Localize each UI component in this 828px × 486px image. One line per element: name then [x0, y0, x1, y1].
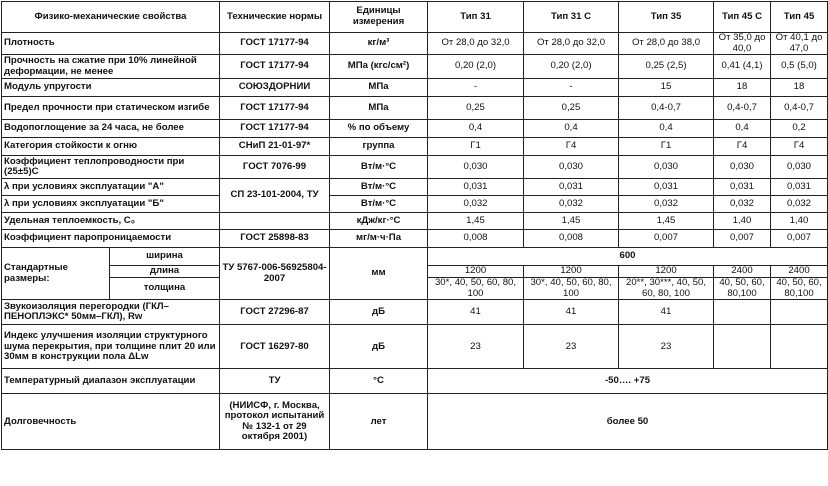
unit-cond-b: Вт/м·°С: [330, 196, 428, 213]
val-cond-a-45c: 0,031: [714, 179, 771, 196]
row-vapor: [2, 230, 828, 248]
unit-temp: °С: [330, 369, 428, 394]
val-cond-b-35: 0,032: [619, 196, 714, 213]
row-elastic: [2, 79, 828, 97]
row-cond-b: [2, 196, 828, 213]
val-durability-all: более 50: [428, 394, 828, 450]
val-fire-45: Г4: [771, 138, 828, 156]
row-compress: [2, 55, 828, 79]
val-fire-31: Г1: [428, 138, 524, 156]
val-density-45c: От 35,0 до 40,0: [714, 33, 771, 55]
val-heatcap-45: 1,40: [771, 213, 828, 230]
prop-cond-b: λ при условиях эксплуатации "Б": [2, 196, 220, 213]
norm-elastic: СОЮЗДОРНИИ: [220, 79, 330, 97]
val-elastic-45c: 18: [714, 79, 771, 97]
row-fire: [2, 138, 828, 156]
val-impact-45c: [714, 325, 771, 369]
val-cond-a-35: 0,031: [619, 179, 714, 196]
val-bending-31: 0,25: [428, 97, 524, 120]
prop-density: Плотность: [2, 33, 220, 55]
val-fire-35: Г1: [619, 138, 714, 156]
val-elastic-31c: -: [524, 79, 619, 97]
norm-durability: (НИИСФ, г. Москва, протокол испытаний № 132-1 от 29 октября 2001): [220, 394, 330, 450]
unit-heatcap: кДж/кг·°С: [330, 213, 428, 230]
unit-cond-a: Вт/м·°С: [330, 179, 428, 196]
norm-heatcap: [220, 213, 330, 230]
unit-durability: лет: [330, 394, 428, 450]
val-bending-35: 0,4-0,7: [619, 97, 714, 120]
header-type-31c: Тип 31 С: [524, 2, 619, 33]
val-length-35: 1200: [619, 266, 714, 278]
val-cond-b-45c: 0,032: [714, 196, 771, 213]
prop-cond-a: λ при условиях эксплуатации "А": [2, 179, 220, 196]
val-fire-45c: Г4: [714, 138, 771, 156]
val-conduct-31: 0,030: [428, 156, 524, 179]
prop-elastic: Модуль упругости: [2, 79, 220, 97]
norm-water: ГОСТ 17177-94: [220, 120, 330, 138]
row-density: [2, 33, 828, 55]
val-impact-35: 23: [619, 325, 714, 369]
val-length-45: 2400: [771, 266, 828, 278]
norm-temp: ТУ: [220, 369, 330, 394]
prop-heatcap: Удельная теплоемкость, С₀: [2, 213, 220, 230]
val-density-31c: От 28,0 до 32,0: [524, 33, 619, 55]
norm-sizes: ТУ 5767-006-56925804-2007: [220, 248, 330, 300]
val-conduct-45c: 0,030: [714, 156, 771, 179]
header-row: [2, 2, 828, 33]
prop-durability: Долговечность: [2, 394, 220, 450]
val-cond-b-31: 0,032: [428, 196, 524, 213]
val-sound-31c: 41: [524, 300, 619, 325]
val-thick-45: 40, 50, 60, 80,100: [771, 278, 828, 300]
val-density-45: От 40,1 до 47,0: [771, 33, 828, 55]
val-bending-45: 0,4-0,7: [771, 97, 828, 120]
val-compress-31c: 0,20 (2,0): [524, 55, 619, 79]
prop-compress: Прочность на сжатие при 10% линейной деформации, не менее: [2, 55, 220, 79]
row-temp: [2, 369, 828, 394]
unit-compress: МПа (кгс/см²): [330, 55, 428, 79]
val-conduct-45: 0,030: [771, 156, 828, 179]
header-type-45c: Тип 45 С: [714, 2, 771, 33]
val-vapor-31c: 0,008: [524, 230, 619, 248]
row-heatcap: [2, 213, 828, 230]
unit-water: % по объему: [330, 120, 428, 138]
unit-conduct: Вт/м·°С: [330, 156, 428, 179]
val-thick-31c: 30*, 40, 50, 60, 80, 100: [524, 278, 619, 300]
unit-elastic: МПа: [330, 79, 428, 97]
norm-compress: ГОСТ 17177-94: [220, 55, 330, 79]
val-bending-45c: 0,4-0,7: [714, 97, 771, 120]
val-water-45: 0,2: [771, 120, 828, 138]
norm-conduct: ГОСТ 7076-99: [220, 156, 330, 179]
unit-impact: дБ: [330, 325, 428, 369]
unit-vapor: мг/м·ч·Па: [330, 230, 428, 248]
prop-water: Водопоглощение за 24 часа, не более: [2, 120, 220, 138]
prop-conduct: Коэффициент теплопроводности при (25±5)С: [2, 156, 220, 179]
val-water-35: 0,4: [619, 120, 714, 138]
unit-sizes: мм: [330, 248, 428, 300]
val-impact-31: 23: [428, 325, 524, 369]
val-elastic-45: 18: [771, 79, 828, 97]
val-compress-35: 0,25 (2,5): [619, 55, 714, 79]
unit-bending: МПа: [330, 97, 428, 120]
val-heatcap-45c: 1,40: [714, 213, 771, 230]
val-impact-31c: 23: [524, 325, 619, 369]
header-type-31: Тип 31: [428, 2, 524, 33]
val-width-all: 600: [428, 248, 828, 266]
val-temp-all: -50…. +75: [428, 369, 828, 394]
norm-sound: ГОСТ 27296-87: [220, 300, 330, 325]
row-impact: [2, 325, 828, 369]
val-density-35: От 28,0 до 38,0: [619, 33, 714, 55]
val-heatcap-35: 1,45: [619, 213, 714, 230]
row-water: [2, 120, 828, 138]
label-width: ширина: [110, 248, 220, 266]
row-durability: [2, 394, 828, 450]
header-units: Единицы измерения: [330, 2, 428, 33]
row-bending: [2, 97, 828, 120]
val-water-31c: 0,4: [524, 120, 619, 138]
val-conduct-35: 0,030: [619, 156, 714, 179]
prop-sizes: Стандартные размеры:: [2, 248, 110, 300]
val-compress-31: 0,20 (2,0): [428, 55, 524, 79]
row-conduct: [2, 156, 828, 179]
norm-impact: ГОСТ 16297-80: [220, 325, 330, 369]
prop-fire: Категория стойкости к огню: [2, 138, 220, 156]
label-length: длина: [110, 266, 220, 278]
val-heatcap-31: 1,45: [428, 213, 524, 230]
val-sound-35: 41: [619, 300, 714, 325]
val-cond-a-45: 0,031: [771, 179, 828, 196]
val-vapor-35: 0,007: [619, 230, 714, 248]
val-sound-45c: [714, 300, 771, 325]
header-property: Физико-механические свойства: [2, 2, 220, 33]
val-cond-a-31c: 0,031: [524, 179, 619, 196]
norm-cond: СП 23-101-2004, ТУ: [220, 179, 330, 213]
val-thick-31: 30*, 40, 50, 60, 80, 100: [428, 278, 524, 300]
val-length-31: 1200: [428, 266, 524, 278]
prop-vapor: Коэффициент паропроницаемости: [2, 230, 220, 248]
val-elastic-31: -: [428, 79, 524, 97]
prop-sound: Звукоизоляция перегородки (ГКЛ–ПЕНОПЛЭКС* 50мм–ГКЛ), Rw: [2, 300, 220, 325]
val-cond-a-31: 0,031: [428, 179, 524, 196]
val-sound-45: [771, 300, 828, 325]
val-compress-45: 0,5 (5,0): [771, 55, 828, 79]
unit-density: кг/м³: [330, 33, 428, 55]
val-water-45c: 0,4: [714, 120, 771, 138]
val-vapor-31: 0,008: [428, 230, 524, 248]
unit-sound: дБ: [330, 300, 428, 325]
val-conduct-31c: 0,030: [524, 156, 619, 179]
prop-bending: Предел прочности при статическом изгибе: [2, 97, 220, 120]
norm-vapor: ГОСТ 25898-83: [220, 230, 330, 248]
unit-fire: группа: [330, 138, 428, 156]
norm-fire: СНиП 21-01-97*: [220, 138, 330, 156]
val-vapor-45c: 0,007: [714, 230, 771, 248]
header-type-45: Тип 45: [771, 2, 828, 33]
val-length-45c: 2400: [714, 266, 771, 278]
row-sizes-width: [2, 248, 828, 266]
prop-impact: Индекс улучшения изоляции структурного шума перекрытия, при толщине плит 20 или 30мм в конструкции пола ΔLw: [2, 325, 220, 369]
header-type-35: Тип 35: [619, 2, 714, 33]
val-thick-45c: 40, 50, 60, 80,100: [714, 278, 771, 300]
norm-bending: ГОСТ 17177-94: [220, 97, 330, 120]
val-vapor-45: 0,007: [771, 230, 828, 248]
row-cond-a: [2, 179, 828, 196]
prop-temp: Температурный диапазон эксплуатации: [2, 369, 220, 394]
val-heatcap-31c: 1,45: [524, 213, 619, 230]
header-norms: Технические нормы: [220, 2, 330, 33]
val-impact-45: [771, 325, 828, 369]
val-cond-b-31c: 0,032: [524, 196, 619, 213]
label-thick: толщина: [110, 278, 220, 300]
val-compress-45c: 0,41 (4,1): [714, 55, 771, 79]
norm-density: ГОСТ 17177-94: [220, 33, 330, 55]
val-elastic-35: 15: [619, 79, 714, 97]
val-sound-31: 41: [428, 300, 524, 325]
val-cond-b-45: 0,032: [771, 196, 828, 213]
val-bending-31c: 0,25: [524, 97, 619, 120]
val-length-31c: 1200: [524, 266, 619, 278]
val-density-31: От 28,0 до 32,0: [428, 33, 524, 55]
val-fire-31c: Г4: [524, 138, 619, 156]
row-sound: [2, 300, 828, 325]
val-water-31: 0,4: [428, 120, 524, 138]
val-thick-35: 20**, 30***, 40, 50, 60, 80, 100: [619, 278, 714, 300]
properties-table: [1, 1, 828, 450]
